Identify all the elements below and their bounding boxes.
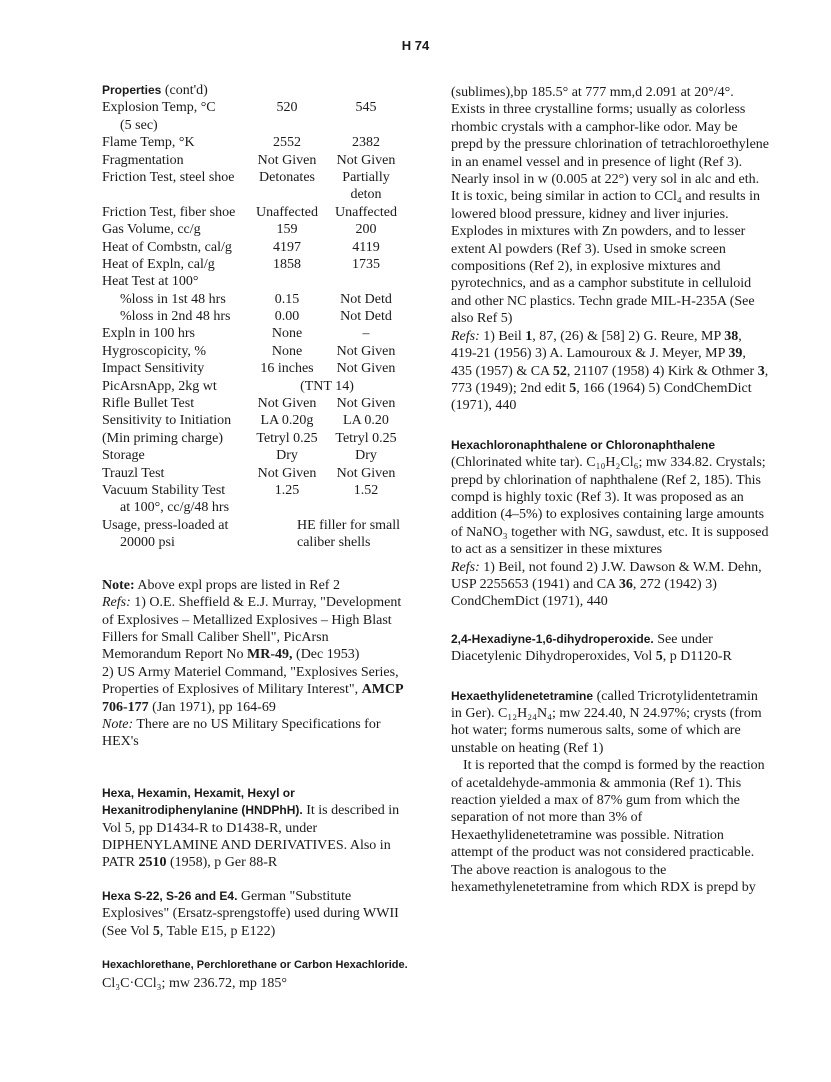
- property-row: [102, 395, 408, 412]
- property-value-v1: 159: [276, 222, 298, 238]
- property-row: [102, 412, 408, 429]
- property-label: PicArsnApp, 2kg wt: [102, 378, 217, 394]
- property-label: (Min priming charge): [102, 430, 224, 446]
- property-value-v1: None: [271, 343, 303, 359]
- property-row: [102, 204, 408, 221]
- hexachlorethane-continued: (sublimes),bp 185.5° at 777 mm,d 2.091 at 20°/4°. Exists in three crystalline forms; usually as colorless rhombic crystals with a camphor-like odor. May be prepd by the pressure chlorination of tetrachloroethylene in an enamel vessel and in presence of light (Ref 3). Nearly insol in w (0.005 at 22°) very sol in alc and eth. It is toxic, being similar in action to CCl₄ and results in lowered blood pressure, kidney and liver injuries. Explodes in mixtures with Zn powders, and to lesser extent Al powders (Ref 3). Used in smoke screen compositions (Ref 2), in explosive mixtures and pyrotechnics, and as a camphor substitute in celluloid and other NC plastics. Techn grade MIL-H-235A (See also Ref 5): [451, 85, 769, 327]
- property-value-v1: 1.25: [274, 483, 300, 498]
- property-value-v2: –: [362, 326, 370, 342]
- property-row: [102, 152, 408, 169]
- right-column: [451, 84, 769, 896]
- usage-label: Usage, press-loaded at: [102, 517, 229, 533]
- entry-hexachloronaphthalene: Hexachloronaphthalene or Chloronaphthalene (Chlorinated white tar). C₁₀H₂Cl₆; mw 334.82. Crystals; prepd by chlorination of naphthalene (Ref 2, 185). This compd is highly toxic (Ref 3). It was proposed as an addition (4–5%) to explosives containing large amounts of NaNO₃ together with NG, sawdust, etc. It is supposed to act as a sensitizer in these mixtures: [451, 437, 769, 558]
- property-label: Heat of Expln, cal/g: [102, 256, 215, 272]
- property-label: Flame Temp, °K: [102, 135, 195, 151]
- property-label: Hygroscopicity, %: [102, 343, 207, 359]
- property-row: [102, 447, 408, 464]
- property-value-v1: Unaffected: [256, 204, 318, 220]
- property-label: Storage: [102, 448, 145, 464]
- property-value-v1: Detonates: [259, 169, 315, 185]
- property-label: Sensitivity to Initiation: [102, 413, 232, 429]
- property-label: %loss in 2nd 48 hrs: [120, 309, 231, 325]
- entry-hexaethylidenetetramine: Hexaethylidenetetramine (called Tricrotylidentetramin in Ger). C₁₂H₂₄N₄; mw 224.40, N 24.97%; crysts (from hot water; forms numerous salts, some of which are unstable on heating (Ref 1): [451, 688, 762, 756]
- property-value-v2: Unaffected: [335, 204, 397, 220]
- property-value-v2: 2382: [352, 135, 380, 151]
- property-label: Friction Test, fiber shoe: [102, 204, 236, 220]
- property-label: Rifle Bullet Test: [102, 396, 195, 412]
- property-value-v2: 1.52: [353, 483, 379, 498]
- property-value-v1: LA 0.20g: [260, 413, 314, 429]
- property-label: Heat of Combstn, cal/g: [102, 239, 232, 255]
- property-value-v2: Not Given: [336, 396, 396, 412]
- property-row: [102, 378, 408, 395]
- left-column: [102, 82, 408, 992]
- property-label: Impact Sensitivity: [102, 361, 205, 377]
- entry-hexa: Hexa, Hexamin, Hexamit, Hexyl or Hexanitrodiphenylanine (HNDPhH). It is described in Vol 5, pp D1434-R to D1438-R, under DIPHENYLAMINE AND DERIVATIVES. Also in PATR 2510 (1958), p Ger 88-R: [102, 785, 400, 871]
- refs: Refs: 1) O.E. Sheffield & E.J. Murray, "Development of Explosives – Metallized Explosives – High Blast Fillers for Small Caliber Shell", PicArsn Memorandum Report No MR-49, (Dec 1953) 2) US Army Materiel Command, "Explosives Series, Properties of Explosives of Military Interest", AMCP 706-177 (Jan 1971), pp 164-69 Note: There are no US Military Specifications for HEX's: [102, 595, 403, 750]
- property-label: Explosion Temp, °C: [102, 100, 216, 116]
- entry-hexadiyne: 2,4-Hexadiyne-1,6-dihydroperoxide. See under Diacetylenic Dihydroperoxides, Vol 5, p D1120-R: [451, 631, 732, 665]
- property-row: [102, 430, 408, 447]
- property-value: (TNT 14): [300, 378, 354, 394]
- property-value-v1: 16 inches: [260, 361, 314, 377]
- property-value-v1: Tetryl 0.25: [256, 430, 318, 446]
- property-value-v2: 545: [355, 100, 377, 116]
- properties-heading: Properties (cont'd): [102, 83, 208, 98]
- property-row: [102, 343, 408, 360]
- entry-hexa-s22: Hexa S-22, S-26 and E4. German "Substitute Explosives" (Ersatz-sprengstoffe) used during WWII (See Vol 5, Table E15, p E122): [102, 888, 399, 939]
- property-value-v2: deton: [350, 187, 382, 203]
- property-label: at 100°, cc/g/48 hrs: [120, 500, 230, 516]
- property-row: [102, 221, 408, 238]
- hexachlorethane-refs: Refs: 1) Beil 1, 87, (26) & [58] 2) G. Reure, MP 38, 419-21 (1956) 3) A. Lamouroux & J. Meyer, MP 39, 435 (1957) & CA 52, 21107 (1958) 4) Kirk & Othmer 3, 773 (1949); 2nd edit 5, 166 (1964) 5) CondChemDict (1971), 440: [451, 328, 769, 414]
- property-value-v1: None: [271, 326, 303, 342]
- property-value-v2: 200: [355, 222, 377, 238]
- property-label: Expln in 100 hrs: [102, 326, 195, 342]
- property-label: Heat Test at 100°: [102, 274, 199, 290]
- property-label: Friction Test, steel shoe: [102, 169, 235, 185]
- usage-label-cont: 20000 psi: [120, 535, 175, 551]
- hexaethylidenetetramine-para2: It is reported that the compd is formed by the reaction of acetaldehyde-ammonia & ammonia (Ref 1). This reaction yielded a max of 87% gum from which the separation of not more than 3% of Hexaethylidenetetramine was possible. Nitration attempt of the product was not considered practicable. The above reaction is analogous to the hexamethylenetetramine from which RDX is prepd by: [451, 758, 765, 896]
- property-value-v1: Not Given: [257, 396, 317, 412]
- property-row: [102, 239, 408, 256]
- usage-row: [102, 517, 408, 569]
- property-value-v1: 520: [276, 100, 298, 116]
- property-value-v1: 4197: [273, 239, 301, 255]
- property-value-v2: Not Given: [336, 343, 396, 359]
- property-row: [102, 291, 408, 308]
- property-value-v2: LA 0.20: [343, 413, 389, 429]
- property-value-v1: 2552: [273, 135, 301, 151]
- hexachloronaphthalene-refs: Refs: 1) Beil, not found 2) J.W. Dawson & W.M. Dehn, USP 2255653 (1941) and CA 36, 272 (1942) 3) CondChemDict (1971), 440: [451, 559, 762, 610]
- properties-table: [102, 99, 408, 516]
- property-row: [102, 117, 408, 134]
- entry-hexachlorethane: Hexachlorethane, Perchlorethane or Carbon Hexachloride. Cl₃C·CCl₃; mw 236.72, mp 185°: [102, 959, 408, 991]
- property-value-v2: Not Detd: [340, 309, 392, 325]
- property-value-v1: 1858: [273, 256, 301, 272]
- property-value-v2: Not Given: [336, 465, 396, 481]
- property-row: [102, 186, 408, 203]
- property-value-v2: 4119: [352, 239, 380, 255]
- usage-value: HE filler for small caliber shells: [297, 517, 401, 551]
- property-value-v2: 1735: [352, 256, 380, 272]
- property-value-v1: Not Given: [257, 465, 317, 481]
- property-value-v1: Not Given: [257, 152, 317, 168]
- property-row: [102, 169, 408, 186]
- property-value-v1: 0.00: [274, 309, 300, 325]
- property-label: Fragmentation: [102, 152, 184, 168]
- property-label: Trauzl Test: [102, 465, 165, 481]
- property-row: [102, 134, 408, 151]
- property-value-v2: Dry: [355, 448, 377, 464]
- property-row: [102, 465, 408, 482]
- property-value-v2: Partially: [342, 169, 390, 185]
- property-label: (5 sec): [120, 117, 158, 133]
- property-value-v2: Not Given: [336, 361, 396, 377]
- note: Note: Above expl props are listed in Ref 2: [102, 577, 340, 593]
- property-row: [102, 360, 408, 377]
- property-value-v1: Dry: [276, 448, 298, 464]
- property-row: [102, 308, 408, 325]
- property-row: [102, 499, 408, 516]
- property-label: Gas Volume, cc/g: [102, 222, 201, 238]
- property-row: [102, 482, 408, 499]
- property-value-v2: Not Detd: [340, 291, 392, 307]
- property-label: %loss in 1st 48 hrs: [120, 291, 226, 307]
- page-number: H 74: [401, 38, 430, 53]
- property-row: [102, 325, 408, 342]
- property-row: [102, 256, 408, 273]
- property-row: [102, 273, 408, 290]
- property-row: [102, 99, 408, 116]
- property-value-v1: 0.15: [274, 291, 300, 307]
- property-value-v2: Tetryl 0.25: [335, 430, 397, 446]
- property-value-v2: Not Given: [336, 152, 396, 168]
- property-label: Vacuum Stability Test: [102, 483, 226, 498]
